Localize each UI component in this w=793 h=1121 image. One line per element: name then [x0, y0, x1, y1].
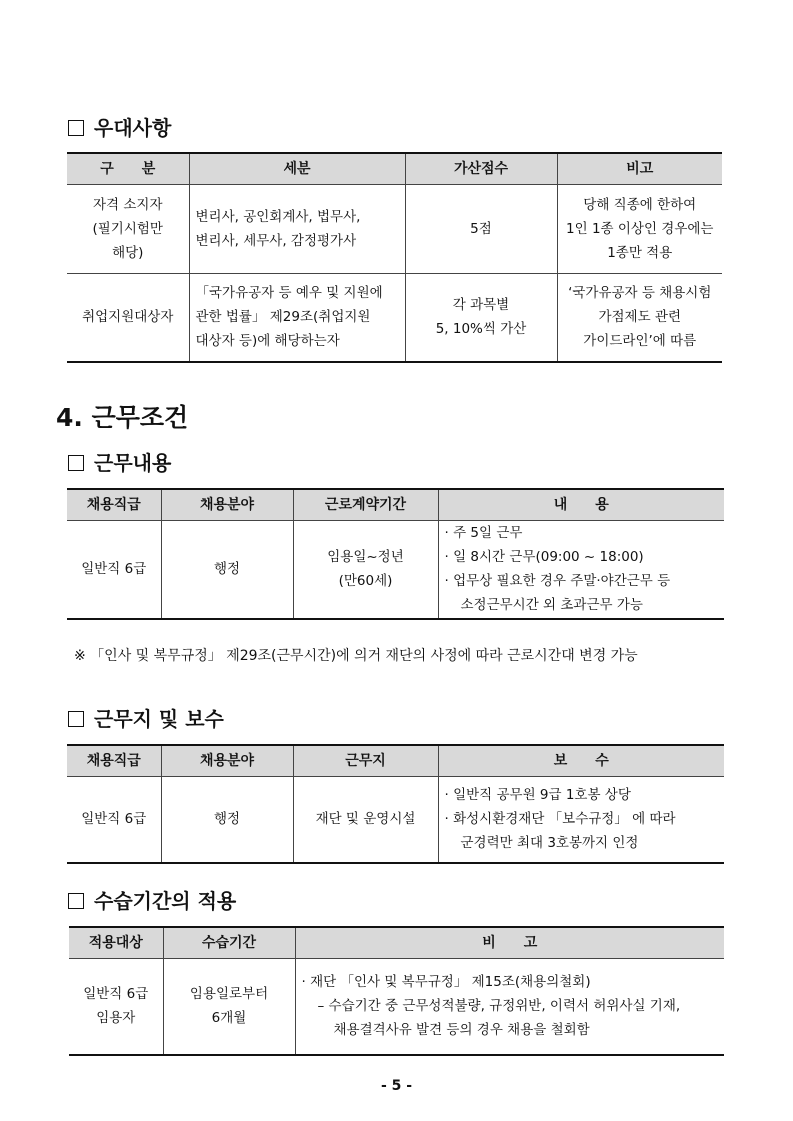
period-cell: 임용일~정년 (만60세): [293, 521, 438, 619]
col-header-category: 구 분: [67, 153, 189, 185]
remark-cell: ‘국가유공자 등 채용시험 가점제도 관련 가이드라인’에 따름: [557, 274, 722, 362]
table-row: [67, 274, 722, 362]
field-cell: 행정: [161, 521, 293, 619]
checkbox-square-icon: [68, 711, 84, 727]
work-table: [67, 488, 724, 620]
detail-cell: 변리사, 공인회계사, 법무사, 변리사, 세무사, 감정평가사: [189, 185, 405, 274]
target-cell: 일반직 6급 임용자: [69, 959, 163, 1055]
col-header-field: 채용분야: [161, 489, 293, 521]
col-header-period: 수습기간: [163, 927, 295, 959]
table-row: [69, 959, 724, 1055]
col-header-content: 내 용: [438, 489, 724, 521]
period-cell: 임용일로부터 6개월: [163, 959, 295, 1055]
page-number: - 5 -: [380, 1078, 413, 1094]
checkbox-square-icon: [68, 120, 84, 136]
table-row: [67, 521, 724, 619]
checkbox-square-icon: [68, 455, 84, 471]
col-header-grade: 채용직급: [67, 745, 161, 777]
col-header-points: 가산점수: [405, 153, 557, 185]
work-note: ※ 「인사 및 복무규정」 제29조(근무시간)에 의거 재단의 사정에 따라 근로시간대 변경 가능: [74, 648, 638, 664]
remark-cell: 당해 직종에 한하여 1인 1종 이상인 경우에는 1종만 적용: [557, 185, 722, 274]
table-row: [67, 777, 724, 863]
col-header-pay: 보 수: [438, 745, 724, 777]
table-row: [67, 185, 722, 274]
main-heading: 4. 근무조건: [56, 403, 189, 432]
category-cell: 취업지원대상자: [67, 274, 189, 362]
grade-cell: 일반직 6급: [67, 521, 161, 619]
checkbox-square-icon: [68, 893, 84, 909]
pay-table: [67, 744, 724, 864]
col-header-detail: 세분: [189, 153, 405, 185]
preference-table: [67, 152, 722, 363]
section-heading-preference: 우대사항: [68, 112, 171, 141]
pay-cell: · 일반직 공무원 9급 1호봉 상당 · 화성시환경재단 「보수규정」 에 따라 군경력만 최대 3호봉까지 인정: [438, 777, 724, 863]
points-cell: 각 과목별 5, 10%씩 가산: [405, 274, 557, 362]
probation-table: [69, 926, 724, 1056]
col-header-remark: 비 고: [295, 927, 724, 959]
col-header-field: 채용분야: [161, 745, 293, 777]
section-heading-pay: 근무지 및 보수: [68, 703, 224, 732]
grade-cell: 일반직 6급: [67, 777, 161, 863]
col-header-remark: 비고: [557, 153, 722, 185]
col-header-grade: 채용직급: [67, 489, 161, 521]
field-cell: 행정: [161, 777, 293, 863]
col-header-place: 근무지: [293, 745, 438, 777]
section-heading-work: 근무내용: [68, 447, 171, 476]
points-cell: 5점: [405, 185, 557, 274]
section-heading-probation: 수습기간의 적용: [68, 885, 236, 914]
category-cell: 자격 소지자 (필기시험만 해당): [67, 185, 189, 274]
content-cell: · 주 5일 근무 · 일 8시간 근무(09:00 ~ 18:00) · 업무상 필요한 경우 주말·야간근무 등 소정근무시간 외 초과근무 가능: [438, 521, 724, 619]
col-header-period: 근로계약기간: [293, 489, 438, 521]
remark-cell: · 재단 「인사 및 복무규정」 제15조(채용의철회) – 수습기간 중 근무성적불량, 규정위반, 이력서 허위사실 기재, 채용결격사유 발견 등의 경우 채용을 철회함: [295, 959, 724, 1055]
place-cell: 재단 및 운영시설: [293, 777, 438, 863]
detail-cell: 「국가유공자 등 예우 및 지원에 관한 법률」 제29조(취업지원 대상자 등)에 해당하는자: [189, 274, 405, 362]
col-header-target: 적용대상: [69, 927, 163, 959]
